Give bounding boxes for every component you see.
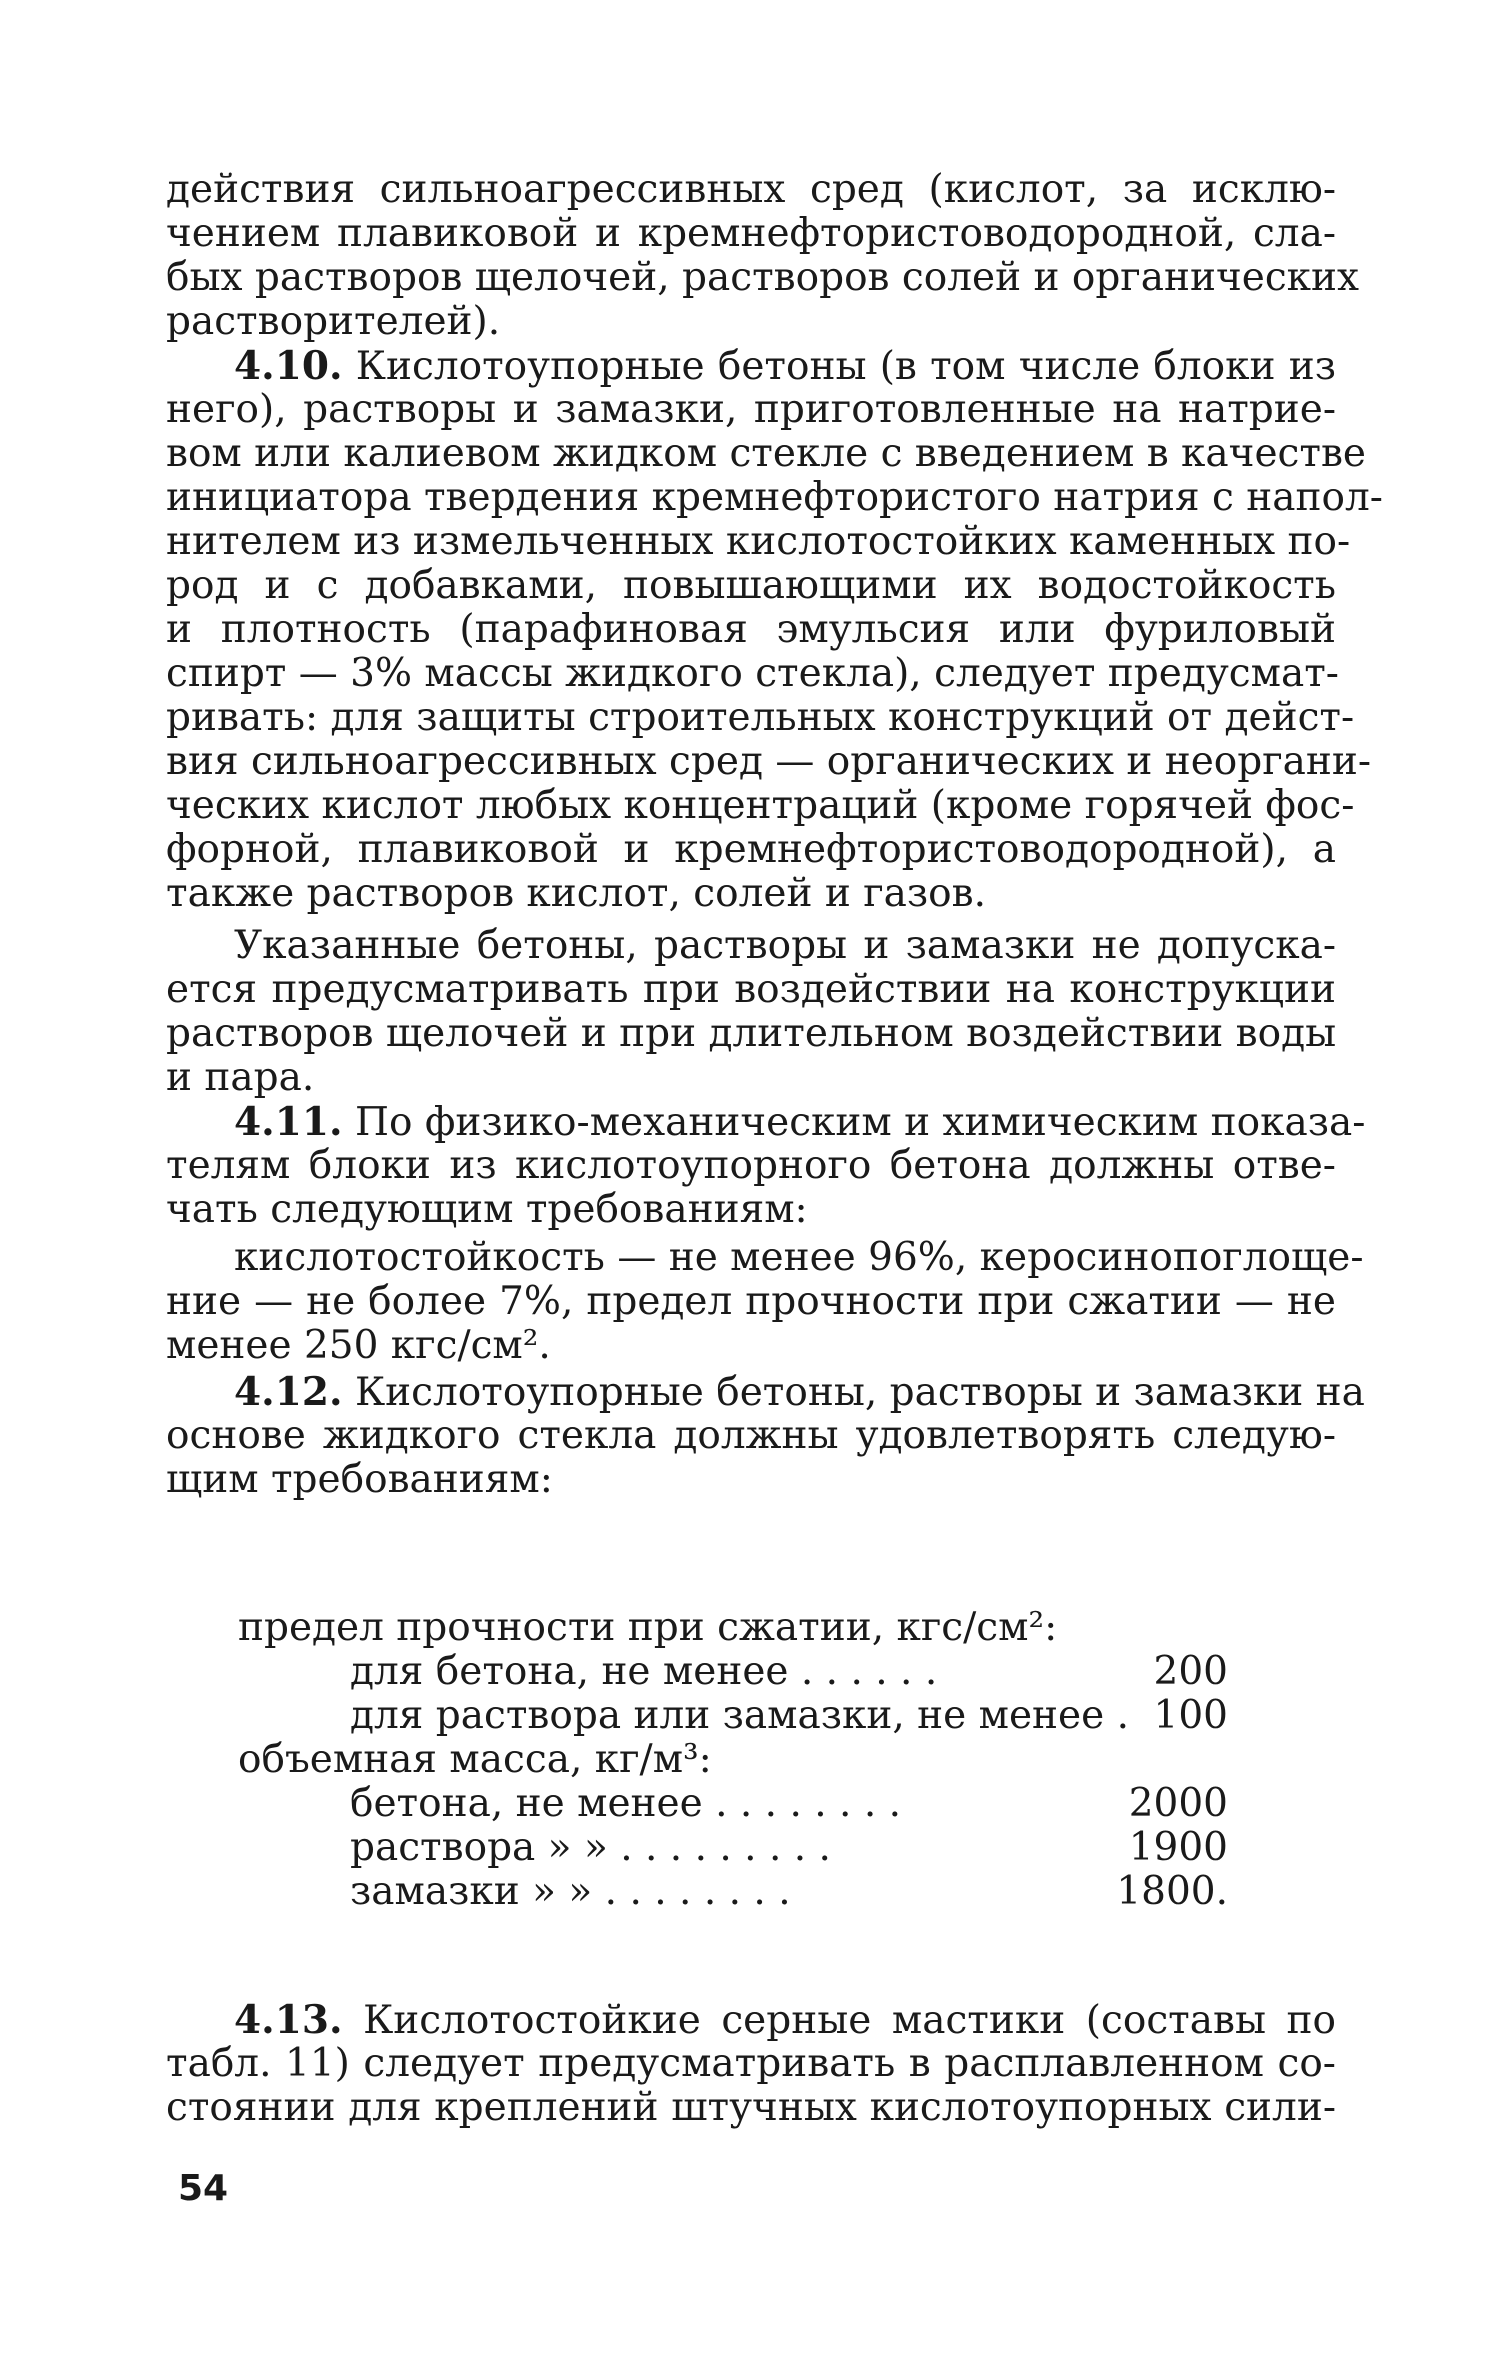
- text-line-body: По физико-механическим и химическим показа-: [354, 1100, 1366, 1145]
- text-line: нителем из измельченных кислотостойких каменных по-: [166, 519, 1351, 564]
- table-row: [238, 1694, 1228, 1738]
- paragraph-4-11: [166, 1099, 1366, 1232]
- requirements-table: [238, 1606, 1228, 1914]
- text-line: ривать: для защиты строительных конструкций от дейст-: [166, 695, 1355, 740]
- table-value: 200: [1153, 1649, 1228, 1694]
- table-label: объемная масса, кг/м³:: [238, 1737, 712, 1782]
- text-line-body: Кислотостойкие серные мастики (составы по: [363, 1998, 1336, 2043]
- table-row: [238, 1782, 1228, 1826]
- table-value: 100: [1153, 1693, 1228, 1738]
- table-value: 2000: [1128, 1781, 1228, 1826]
- section-number: 4.13.: [234, 1997, 343, 2043]
- text-line: ние — не более 7%, предел прочности при сжатии — не: [166, 1279, 1336, 1324]
- text-line: [166, 1099, 1366, 1145]
- paragraph-4-11-values: [166, 1235, 1364, 1368]
- text-line: действия сильноагрессивных сред (кислот, за исклю-: [166, 167, 1336, 212]
- table-row: [238, 1870, 1228, 1914]
- text-line: бых растворов щелочей, растворов солей и органических: [166, 255, 1360, 300]
- text-line: и пара.: [166, 1055, 315, 1100]
- text-line: основе жидкого стекла должны удовлетворять следую-: [166, 1413, 1336, 1458]
- text-line-body: Кислотоупорные бетоны, растворы и замазки на: [354, 1370, 1365, 1415]
- text-line: вия сильноагрессивных сред — органических и неоргани-: [166, 739, 1372, 784]
- text-line: щим требованиям:: [166, 1457, 553, 1502]
- paragraph-continuation: [166, 167, 1360, 344]
- text-line: растворителей).: [166, 299, 501, 344]
- section-number: 4.10.: [234, 343, 343, 389]
- text-line: спирт — 3% массы жидкого стекла), следует предусмат-: [166, 651, 1339, 696]
- text-line-body: Кислотоупорные бетоны (в том числе блоки из: [355, 344, 1336, 389]
- text-line: ческих кислот любых концентраций (кроме горячей фос-: [166, 783, 1355, 828]
- text-line: чением плавиковой и кремнефтористоводородной, сла-: [166, 211, 1336, 256]
- text-line: и плотность (парафиновая эмульсия или фуриловый: [166, 607, 1336, 652]
- text-line: также растворов кислот, солей и газов.: [166, 871, 987, 916]
- text-line: [166, 1369, 1365, 1415]
- table-label: бетона, не менее . . . . . . . .: [350, 1781, 902, 1826]
- table-value: 1900: [1128, 1825, 1228, 1870]
- text-line: [166, 1998, 1336, 2042]
- table-header-density: [238, 1738, 1228, 1782]
- section-number: 4.12.: [234, 1369, 343, 1415]
- text-line: инициатора твердения кремнефтористого натрия с напол-: [166, 475, 1383, 520]
- table-row: [238, 1826, 1228, 1870]
- text-line: [166, 344, 1336, 388]
- text-line: него), растворы и замазки, приготовленные на натрие-: [166, 387, 1336, 432]
- table-label: раствора » » . . . . . . . . .: [350, 1825, 831, 1870]
- table-header-strength: [238, 1606, 1228, 1650]
- text-line: чать следующим требованиям:: [166, 1187, 808, 1232]
- text-line: форной, плавиковой и кремнефтористоводородной), а: [166, 827, 1336, 872]
- paragraph-4-10: [166, 343, 1383, 916]
- text-line: род и с добавками, повышающими их водостойкость: [166, 563, 1336, 608]
- section-number: 4.11.: [234, 1099, 343, 1145]
- page-number: 54: [178, 2168, 229, 2209]
- text-line: Указанные бетоны, растворы и замазки не допуска-: [234, 923, 1336, 968]
- table-label: предел прочности при сжатии, кгс/см²:: [238, 1605, 1058, 1650]
- table-label: для бетона, не менее . . . . . .: [350, 1649, 938, 1694]
- paragraph-4-12: [166, 1369, 1365, 1502]
- table-label: для раствора или замазки, не менее .: [350, 1693, 1130, 1738]
- text-line: стоянии для креплений штучных кислотоупорных сили-: [166, 2085, 1336, 2130]
- text-line: вом или калиевом жидком стекле с введением в качестве: [166, 431, 1366, 476]
- text-line: табл. 11) следует предусматривать в расплавленном со-: [166, 2041, 1336, 2086]
- table-row: [238, 1650, 1228, 1694]
- text-line: растворов щелочей и при длительном воздействии воды: [166, 1011, 1337, 1056]
- text-line: кислотостойкость — не менее 96%, керосинопоглоще-: [234, 1235, 1364, 1280]
- text-line: ется предусматривать при воздействии на конструкции: [166, 967, 1336, 1012]
- text-line: телям блоки из кислотоупорного бетона должны отве-: [166, 1143, 1336, 1188]
- table-value: 1800.: [1116, 1869, 1228, 1914]
- table-label: замазки » » . . . . . . . .: [350, 1869, 791, 1914]
- paragraph-4-10-note: [166, 924, 1336, 1100]
- paragraph-4-13: [166, 1998, 1336, 2130]
- text-line: менее 250 кгс/см².: [166, 1323, 551, 1368]
